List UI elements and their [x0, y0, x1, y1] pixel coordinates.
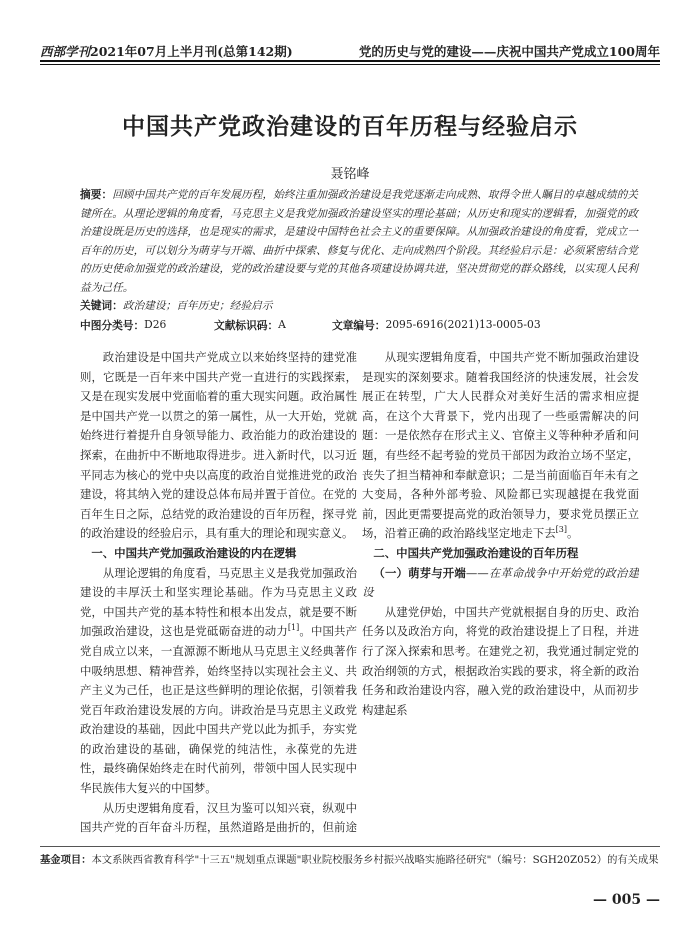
paragraph: 从历史逻辑角度看，汉旦为鉴可以知兴衰，纵观中国共产党的百年奋斗历程，虽然道路是曲折的，但前途	[80, 800, 357, 835]
column-title: 党的历史与党的建设——庆祝中国共产党成立100周年	[358, 44, 660, 59]
header-rule-thin	[40, 64, 660, 65]
abstract-text: 回顾中国共产党的百年发展历程，始终注重加强政治建设是我党逐渐走向成熟、取得令世人瞩目的卓越成绩的关键所在。从理论逻辑的角度看，马克思主义是我党加强政治建设坚实的理论基础；从历史和现实的逻辑看，加强党的政治建设既是历史的选择，也是现实的需求，是建设中国特色社会主义的重要保障。从加强政治建设的角度看，党成立一百年的历史，可以划分为萌芽与开端、曲折中探索、修复与优化、走向成熟四个阶段。其经验启示是：必须紧密结合党的历史使命加强党的政治建设，党的政治建设要与党的其他各项建设协调共进，坚决贯彻党的群众路线，以实现人民利益为己任。	[80, 188, 638, 294]
paragraph: 从建党伊始，中国共产党就根据自身的历史、政治任务以及政治方向，将党的政治建设提上了日程，并进行了深入探索和思考。在建党之初，我党通过制定党的政治纲领的方式，根据政治实践的要求，将全新的政治任务和政治建设内容，融入党的政治建设中，从而初步构建起系	[362, 604, 639, 717]
article-title: 中国共产党政治建设的百年历程与经验启示	[122, 113, 578, 140]
citation: [1]	[287, 623, 300, 633]
body-column-right	[362, 348, 639, 836]
keywords	[80, 298, 638, 313]
abstract	[80, 186, 638, 298]
doc-code-label: 文献标识码：	[214, 319, 279, 332]
funding-text: 本文系陕西省教育科学"十三五"规划重点课题"职业院校服务乡村振兴战略实施路径研究"（编号：SGH20Z052）的有关成果	[91, 854, 659, 866]
header-rule	[40, 60, 660, 62]
page-number: — 005 —	[593, 892, 660, 908]
keywords-label: 关键词：	[80, 299, 123, 312]
article-no-label: 文章编号：	[332, 319, 386, 332]
abstract-label: 摘要：	[80, 188, 113, 201]
author: 聂铭峰	[330, 167, 370, 182]
clc-value: D26	[144, 318, 167, 331]
paragraph: 从理论逻辑的角度看，马克思主义是我党加强政治建设的丰厚沃土和坚实理论基础。作为马克思主义政党，中国共产党的基本特性和根本出发点，就是要不断加强政治建设，这也是党砥砺奋进的动力[1]。中国共产党自成立以来，一直源源不断地从马克思主义经典著作中吸纳思想、精神营养，始终坚持以实现社会主义、共产主义为己任，也正是这些鲜明的理论依据，引领着我党百年政治建设发展的方向。讲政治是马克思主义政党政治建设的基础，因此中国共产党以此为抓手，夯实党的政治建设的基础，确保党的纯洁性，永葆党的先进性，最终确保始终走在时代前列，带领中国人民实现中华民族伟大复兴的中国梦。	[80, 565, 357, 796]
running-header	[40, 38, 660, 62]
body-column-left	[80, 348, 357, 836]
footnote-rule	[40, 846, 660, 847]
article-no-value: 2095-6916(2021)13-0005-03	[385, 318, 541, 331]
section-heading: 一、中国共产党加强政治建设的内在逻辑	[91, 545, 297, 560]
issue-info: 2021年07月上半月刊(总第142期)	[90, 44, 293, 59]
section-heading: 二、中国共产党加强政治建设的百年历程	[373, 545, 579, 560]
paragraph: 从现实逻辑角度看，中国共产党不断加强政治建设是现实的深刻要求。随着我国经济的快速发展，社会发展正在转型，广大人民群众对美好生活的需求相应提高，在这个大背景下，党内出现了一些亟需解决的问题：一是依然存在形式主义、官僚主义等种种矛盾和问题，有些经不起考验的党员干部因为政治立场不坚定，丧失了担当精神和奉献意识；二是当前面临百年未有之大变局，各种外部考验、风险都已实现越提在我党面前，因此更需要提高党的政治领导力，要求党员摆正立场，沿着正确的政治路线坚定地走下去[3]。	[362, 350, 639, 541]
clc-label: 中图分类号：	[80, 319, 145, 332]
citation: [3]	[555, 525, 567, 535]
paragraph: 政治建设是中国共产党成立以来始终坚持的建党准则，它既是一百年来中国共产党一直进行的实践探索，又是在现实发展中党面临着的重大现实问题。政治属性是中国共产党一以贯之的第一属性，从一大开始，党就始终进行着提升自身领导能力、政治能力的政治建设的探索，在曲折中不断地取得进步。进入新时代，以习近平同志为核心的党中央以高度的政治自觉推进党的政治建设，将其纳入党的建设总体布局并置于首位。在党的百年生日之际，总结党的政治建设的百年历程，探寻党的政治建设的经验启示，具有重大的理论和现实意义。	[80, 350, 357, 541]
funding-note	[40, 852, 660, 870]
journal-logo: 西部学刊	[40, 44, 91, 59]
journal-issue	[40, 42, 293, 60]
funding-label: 基金项目：	[40, 854, 92, 866]
subsection-heading: （一）萌芽与开端——在革命战争中开始党的政治建设	[362, 565, 639, 600]
keywords-text: 政治建设；百年历史；经验启示	[122, 299, 273, 312]
doc-code-value: A	[278, 318, 286, 331]
